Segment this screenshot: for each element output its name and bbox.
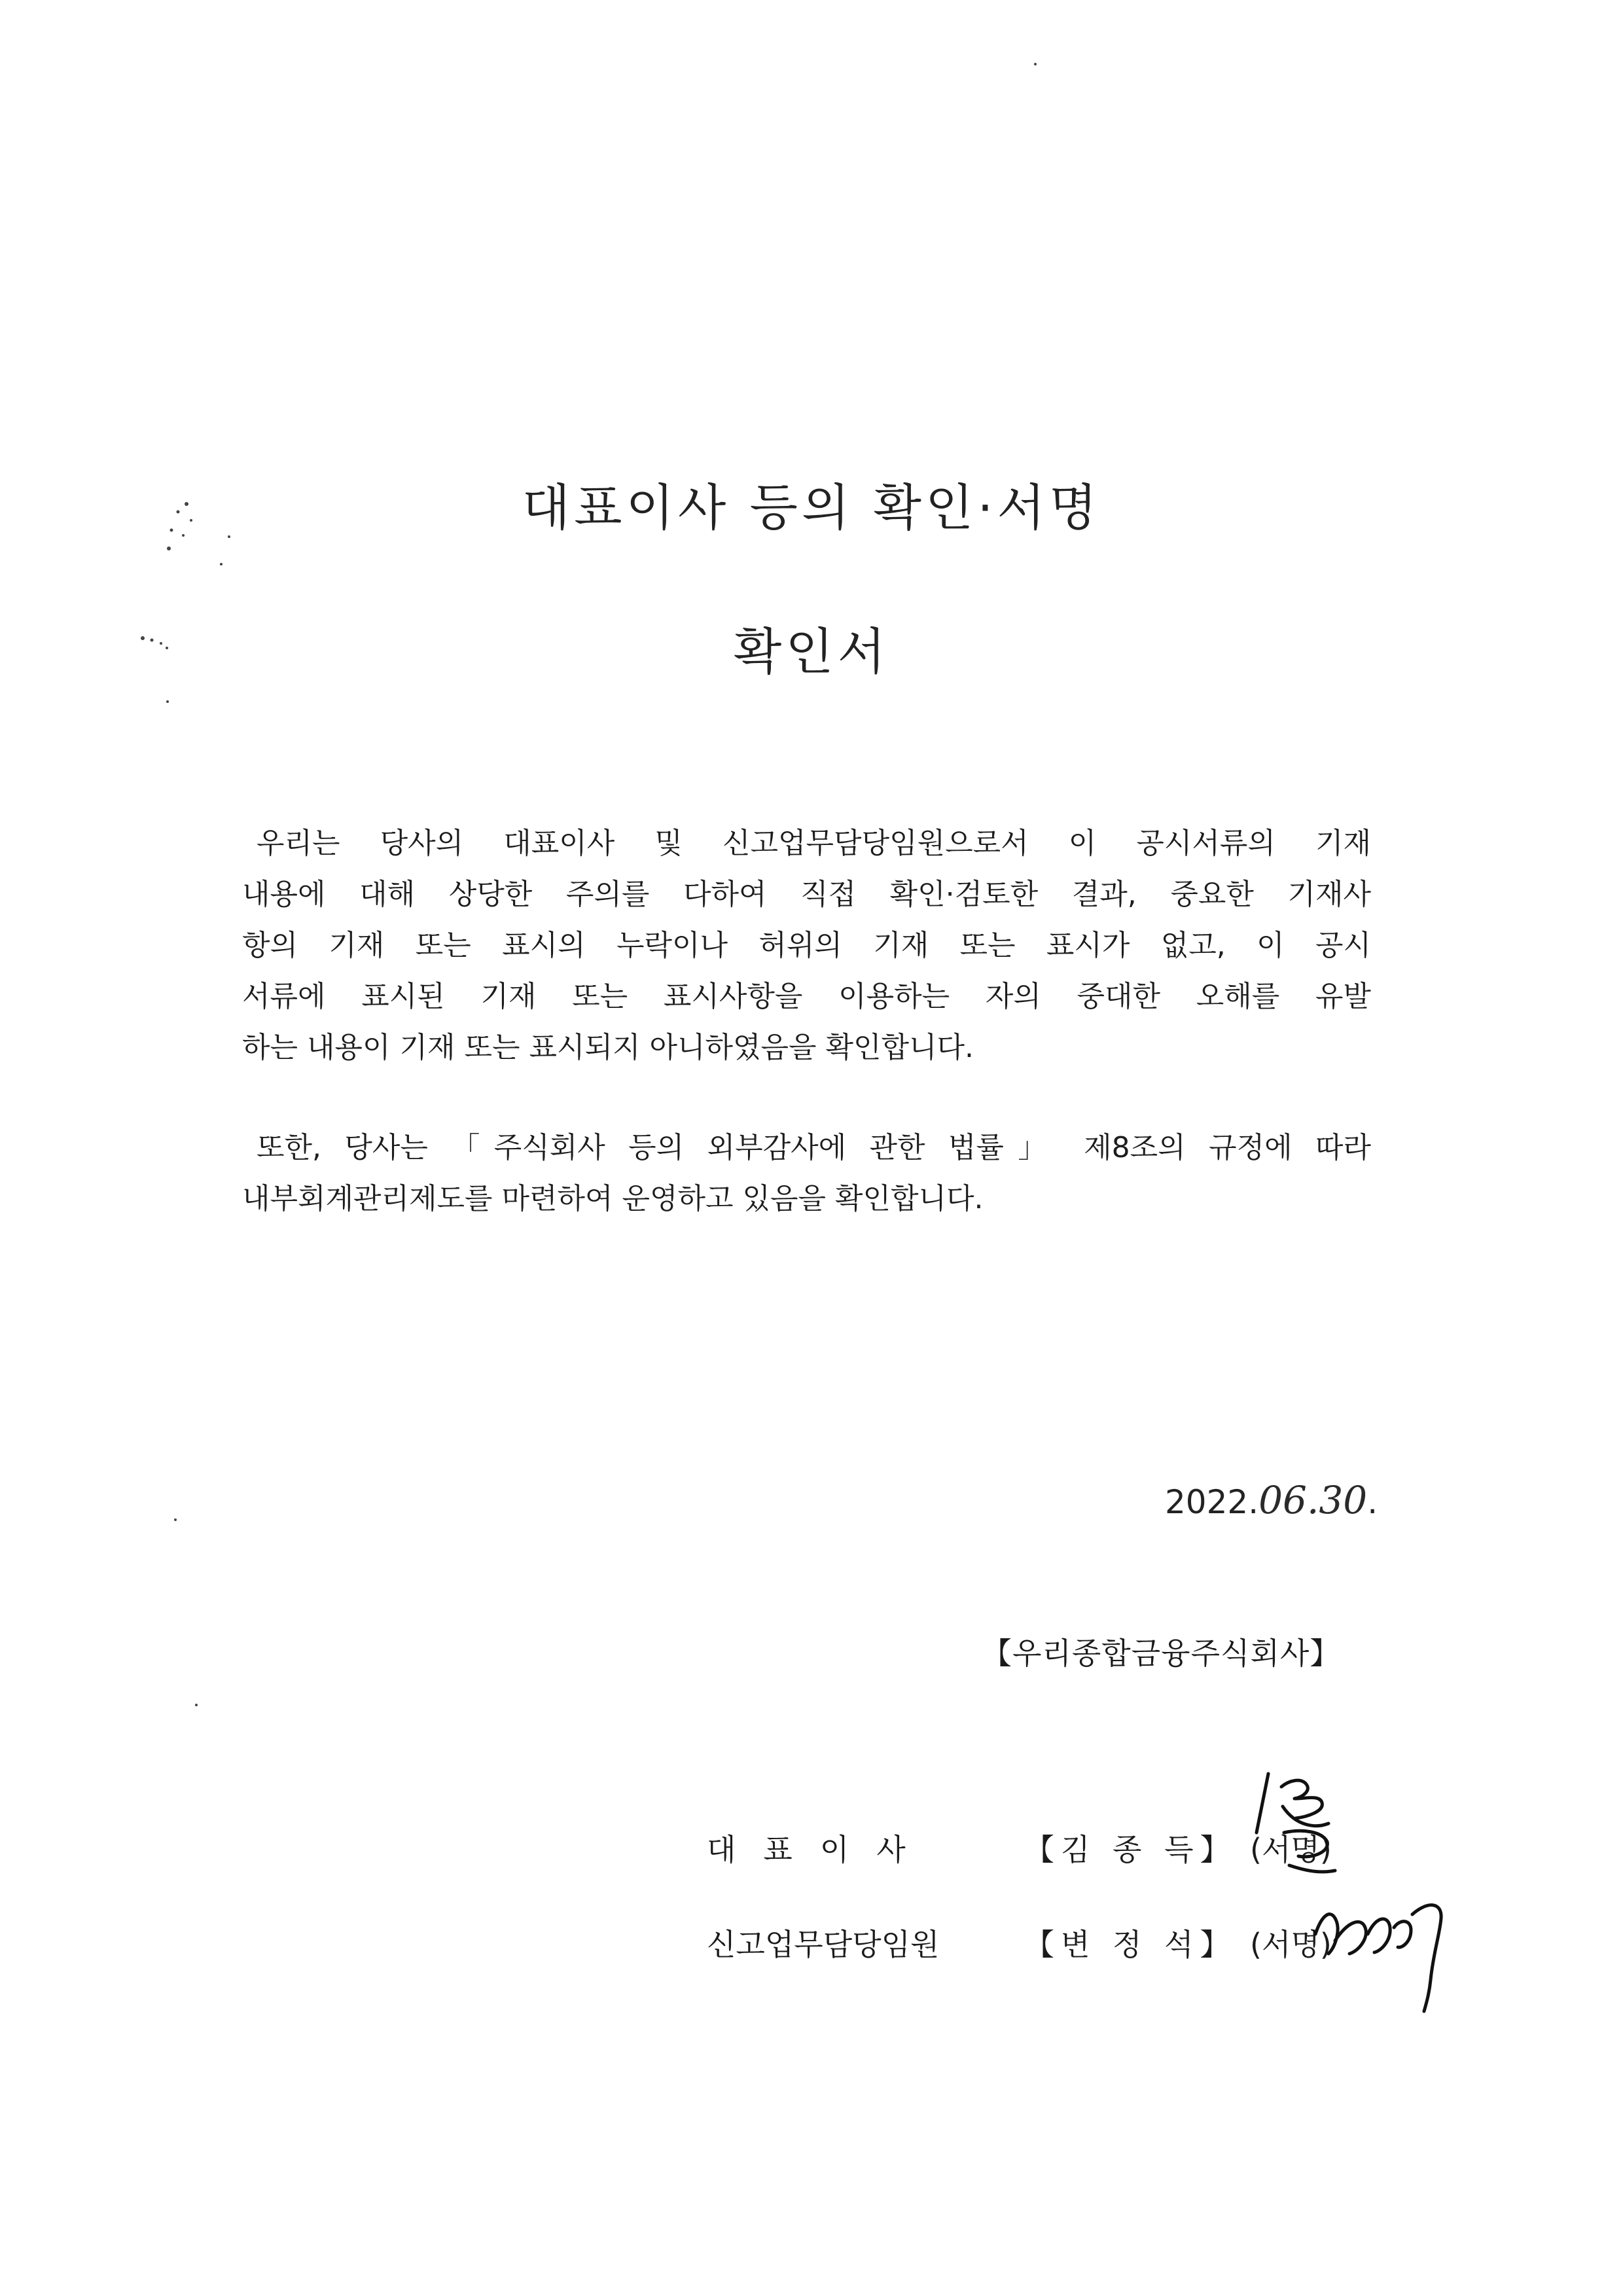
paragraph-line: 내용에 대해 상당한 주의를 다하여 직접 확인·검토한 결과, 중요한 기재사 <box>242 878 1371 911</box>
paragraph-line: 서류에 표시된 기재 또는 표시사항을 이용하는 자의 중대한 오해를 유발 <box>242 980 1371 1013</box>
date-end: . <box>1367 1483 1378 1521</box>
signatory-title: 신고업무담당임원 <box>707 1927 940 1962</box>
date-year: 2022. <box>1165 1483 1259 1521</box>
signatory-title: 대표이사 <box>707 1832 933 1867</box>
paragraph-line: 내부회계관리제도를 마련하여 운영하고 있음을 확인합니다. <box>242 1182 984 1215</box>
paragraph-line: 또한, 당사는 「주식회사 등의 외부감사에 관한 법률」 제8조의 규정에 따라 <box>257 1131 1371 1164</box>
signature-label: (서명) <box>1250 1832 1332 1867</box>
paragraph-line: 항의 기재 또는 표시의 누락이나 허위의 기재 또는 표시가 없고, 이 공시 <box>242 929 1371 962</box>
date-day: .30 <box>1306 1478 1368 1522</box>
signature-label: (서명) <box>1250 1927 1332 1962</box>
page-subtitle: 확인서 <box>733 622 890 681</box>
internal-control-paragraph <box>242 1122 1371 1225</box>
signatory-name: 【김 종 득】 <box>1024 1832 1237 1867</box>
signatory-name: 【변 정 석】 <box>1024 1927 1237 1962</box>
document-date <box>1165 1478 1378 1522</box>
paragraph-line: 하는 내용이 기재 또는 표시되지 아니하였음을 확인합니다. <box>242 1031 974 1064</box>
paragraph-line: 우리는 당사의 대표이사 및 신고업무담당임원으로서 이 공시서류의 기재 <box>257 827 1371 860</box>
company-name: 【우리종합금융주식회사】 <box>982 1636 1341 1671</box>
page-title: 대표이사 등의 확인·서명 <box>522 478 1101 537</box>
date-month: 06 <box>1258 1478 1307 1522</box>
handwritten-signature-officer <box>1302 1862 1466 2019</box>
confirmation-paragraph <box>242 818 1371 1073</box>
